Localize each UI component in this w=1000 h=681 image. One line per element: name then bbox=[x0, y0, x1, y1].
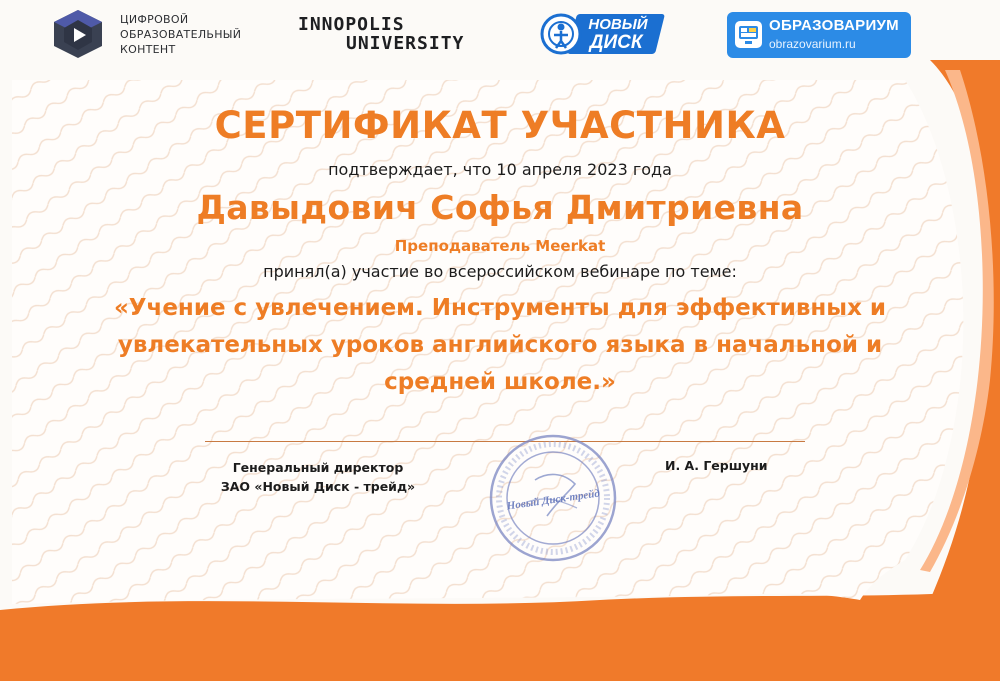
participation-intro: принял(а) участие во всероссийском вебинаре по теме: bbox=[263, 262, 737, 281]
logo-innopolis-line1: INNOPOLIS bbox=[298, 14, 405, 35]
participant-name: Давыдович Софья Дмитриевна bbox=[196, 188, 804, 227]
certificate-title: СЕРТИФИКАТ УЧАСТНИКА bbox=[214, 104, 786, 147]
stamp-text: Новый Диск-трейд bbox=[506, 487, 601, 513]
disk-logo-icon bbox=[540, 13, 582, 55]
company-stamp bbox=[487, 432, 619, 564]
logo-innopolis-line2: UNIVERSITY bbox=[346, 33, 465, 54]
obrazovarium-logo-icon bbox=[735, 21, 762, 48]
signer-position-line1: Генеральный директор bbox=[232, 460, 404, 475]
logo-obrazovarium bbox=[727, 12, 911, 58]
logo-disk-line1: НОВЫЙ bbox=[588, 16, 648, 33]
logo-digital-line2: ОБРАЗОВАТЕЛЬНЫЙ bbox=[120, 27, 242, 41]
signer-position bbox=[208, 458, 428, 496]
signer-name: И. А. Гершуни bbox=[665, 458, 768, 473]
participant-role: Преподаватель Meerkat bbox=[394, 237, 606, 255]
confirm-date-text: подтверждает, что 10 апреля 2023 года bbox=[328, 160, 672, 179]
digital-content-logo-icon bbox=[48, 8, 108, 60]
logo-innopolis bbox=[298, 8, 478, 60]
logo-obraz-name: ОБРАЗОВАРИУМ bbox=[769, 17, 899, 34]
logo-digital-line1: ЦИФРОВОЙ bbox=[120, 12, 189, 26]
logo-digital-content bbox=[48, 8, 278, 60]
logo-disk-line2: ДИСК bbox=[589, 32, 643, 53]
logo-novy-disk bbox=[540, 12, 660, 56]
signer-position-line2: ЗАО «Новый Диск - трейд» bbox=[220, 479, 416, 494]
logo-digital-line3: КОНТЕНТ bbox=[120, 42, 176, 56]
logo-obraz-site: obrazovarium.ru bbox=[769, 37, 856, 51]
webinar-topic: «Учение с увлечением. Инструменты для эффективных и увлекательных уроков английского языка в начальной и средней школе.» bbox=[113, 295, 887, 395]
